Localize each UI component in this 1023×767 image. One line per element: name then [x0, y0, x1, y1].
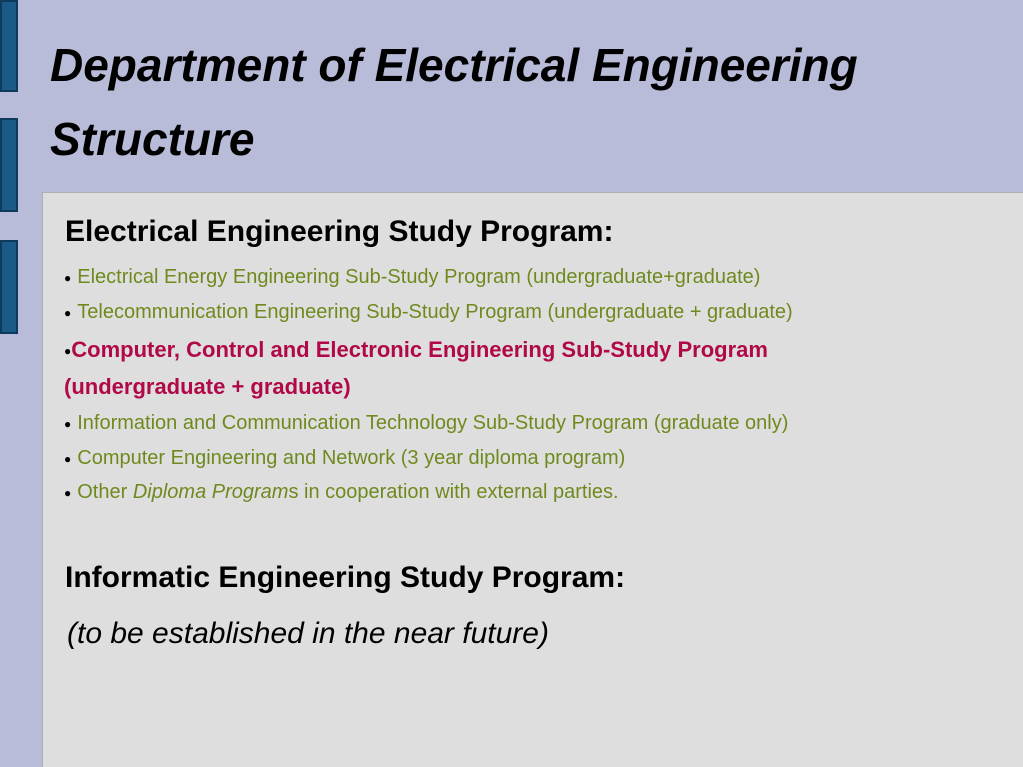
- list-item-text: Telecommunication Engineering Sub-Study Program (undergraduate + graduate): [77, 301, 793, 323]
- list-item-text-suffix: s in cooperation with external parties.: [288, 481, 619, 503]
- list-item: [64, 266, 760, 289]
- list-item-text-italic: Diploma Program: [132, 481, 289, 503]
- bullet-icon: ●: [64, 305, 72, 320]
- bullet-icon: ●: [64, 344, 72, 359]
- title-line-1: Department of Electrical Engineering: [50, 39, 858, 91]
- list-item-text-prefix: Other: [77, 481, 133, 503]
- list-item: [64, 447, 625, 470]
- list-item: [64, 412, 788, 435]
- informatic-program-note: (to be established in the near future): [67, 617, 549, 650]
- informatic-program-heading: Informatic Engineering Study Program:: [65, 561, 626, 594]
- content-panel: [42, 192, 1023, 767]
- list-item: [64, 481, 619, 504]
- side-bar-decoration: [0, 0, 18, 92]
- list-item-text: Electrical Energy Engineering Sub-Study Program (undergraduate+graduate): [77, 266, 761, 288]
- bullet-icon: ●: [64, 451, 72, 466]
- side-bar-decoration: [0, 118, 18, 212]
- bullet-icon: ●: [64, 416, 72, 431]
- list-item-text: Computer, Control and Electronic Engineering Sub-Study Program: [71, 337, 768, 362]
- bullet-icon: ●: [64, 270, 72, 285]
- list-item: [64, 301, 793, 324]
- list-item-highlighted: [64, 337, 768, 363]
- list-item-text: Computer Engineering and Network (3 year diploma program): [77, 447, 626, 469]
- page-title: [50, 28, 1010, 176]
- electrical-program-heading: Electrical Engineering Study Program:: [65, 215, 614, 248]
- bullet-icon: ●: [64, 485, 72, 500]
- title-line-2: Structure: [50, 113, 255, 165]
- side-bar-decoration: [0, 240, 18, 334]
- list-item-highlighted-continuation: (undergraduate + graduate): [64, 374, 351, 399]
- list-item-text: Information and Communication Technology Sub-Study Program (graduate only): [77, 412, 789, 434]
